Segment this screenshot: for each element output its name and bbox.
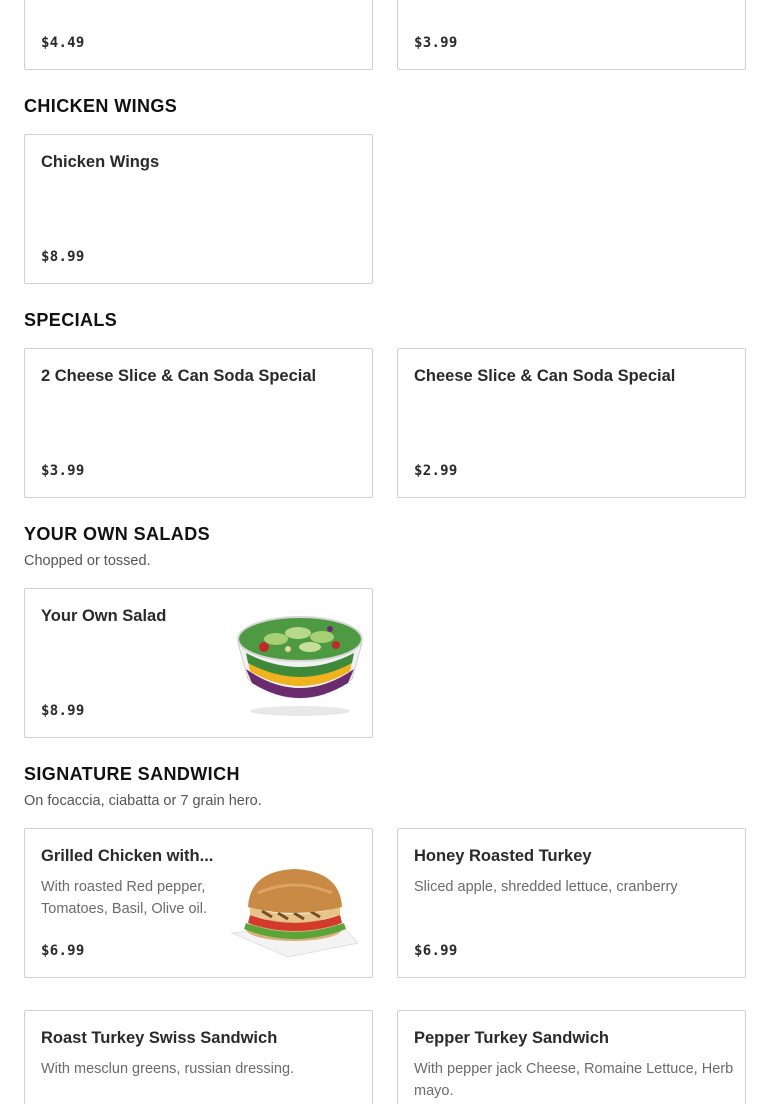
- grilled-chicken-sandwich-image: [228, 863, 362, 959]
- item-name: Roast Turkey Swiss Sandwich: [41, 1029, 278, 1047]
- menu-item-roast-turkey-swiss[interactable]: [24, 1010, 373, 1104]
- menu-item-your-own-salad[interactable]: [24, 588, 373, 738]
- item-name: 2 Cheese Slice & Can Soda Special: [41, 367, 317, 385]
- section-title-specials: SPECIALS: [24, 310, 118, 330]
- item-description: Sliced apple, shredded lettuce, cranberry: [414, 879, 678, 895]
- item-price: $3.99: [41, 463, 85, 479]
- menu-item-honey-roasted-turkey[interactable]: [397, 828, 746, 978]
- item-name: Chicken Wings: [41, 153, 160, 171]
- menu-item-pepper-turkey[interactable]: [397, 1010, 746, 1104]
- section-title-signature-sandwich: SIGNATURE SANDWICH: [24, 764, 240, 784]
- section-title-salads: YOUR OWN SALADS: [24, 524, 210, 544]
- item-description: With pepper jack Cheese, Romaine Lettuce, Herb mayo.: [414, 1061, 734, 1099]
- item-price: $3.99: [414, 35, 458, 51]
- item-price: $6.99: [41, 943, 85, 959]
- item-description: With mesclun greens, russian dressing.: [41, 1061, 295, 1077]
- item-description: With roasted Red pepper, Tomatoes, Basil, Olive oil.: [41, 879, 208, 917]
- section-subtitle-signature-sandwich: On focaccia, ciabatta or 7 grain hero.: [24, 793, 262, 809]
- section-title-chicken-wings: CHICKEN WINGS: [24, 96, 178, 116]
- item-price: $6.99: [414, 943, 458, 959]
- item-name: Pepper Turkey Sandwich: [414, 1029, 610, 1047]
- menu-item-2-cheese-slice-special[interactable]: [24, 348, 373, 498]
- item-name: Honey Roasted Turkey: [414, 847, 592, 865]
- item-price: $4.49: [41, 35, 85, 51]
- menu-item-chicken-wings[interactable]: [24, 134, 373, 284]
- item-name: Your Own Salad: [41, 607, 167, 625]
- item-name: Cheese Slice & Can Soda Special: [414, 367, 676, 385]
- menu-item-card[interactable]: [24, 0, 373, 70]
- menu-item-grilled-chicken[interactable]: [24, 828, 373, 978]
- section-subtitle-salads: Chopped or tossed.: [24, 553, 151, 569]
- menu-item-card[interactable]: [397, 0, 746, 70]
- salad-bowl-image: [232, 609, 368, 719]
- item-price: $2.99: [414, 463, 458, 479]
- item-price: $8.99: [41, 249, 85, 265]
- item-name: Grilled Chicken with...: [41, 847, 214, 865]
- item-price: $8.99: [41, 703, 85, 719]
- menu-item-cheese-slice-special[interactable]: [397, 348, 746, 498]
